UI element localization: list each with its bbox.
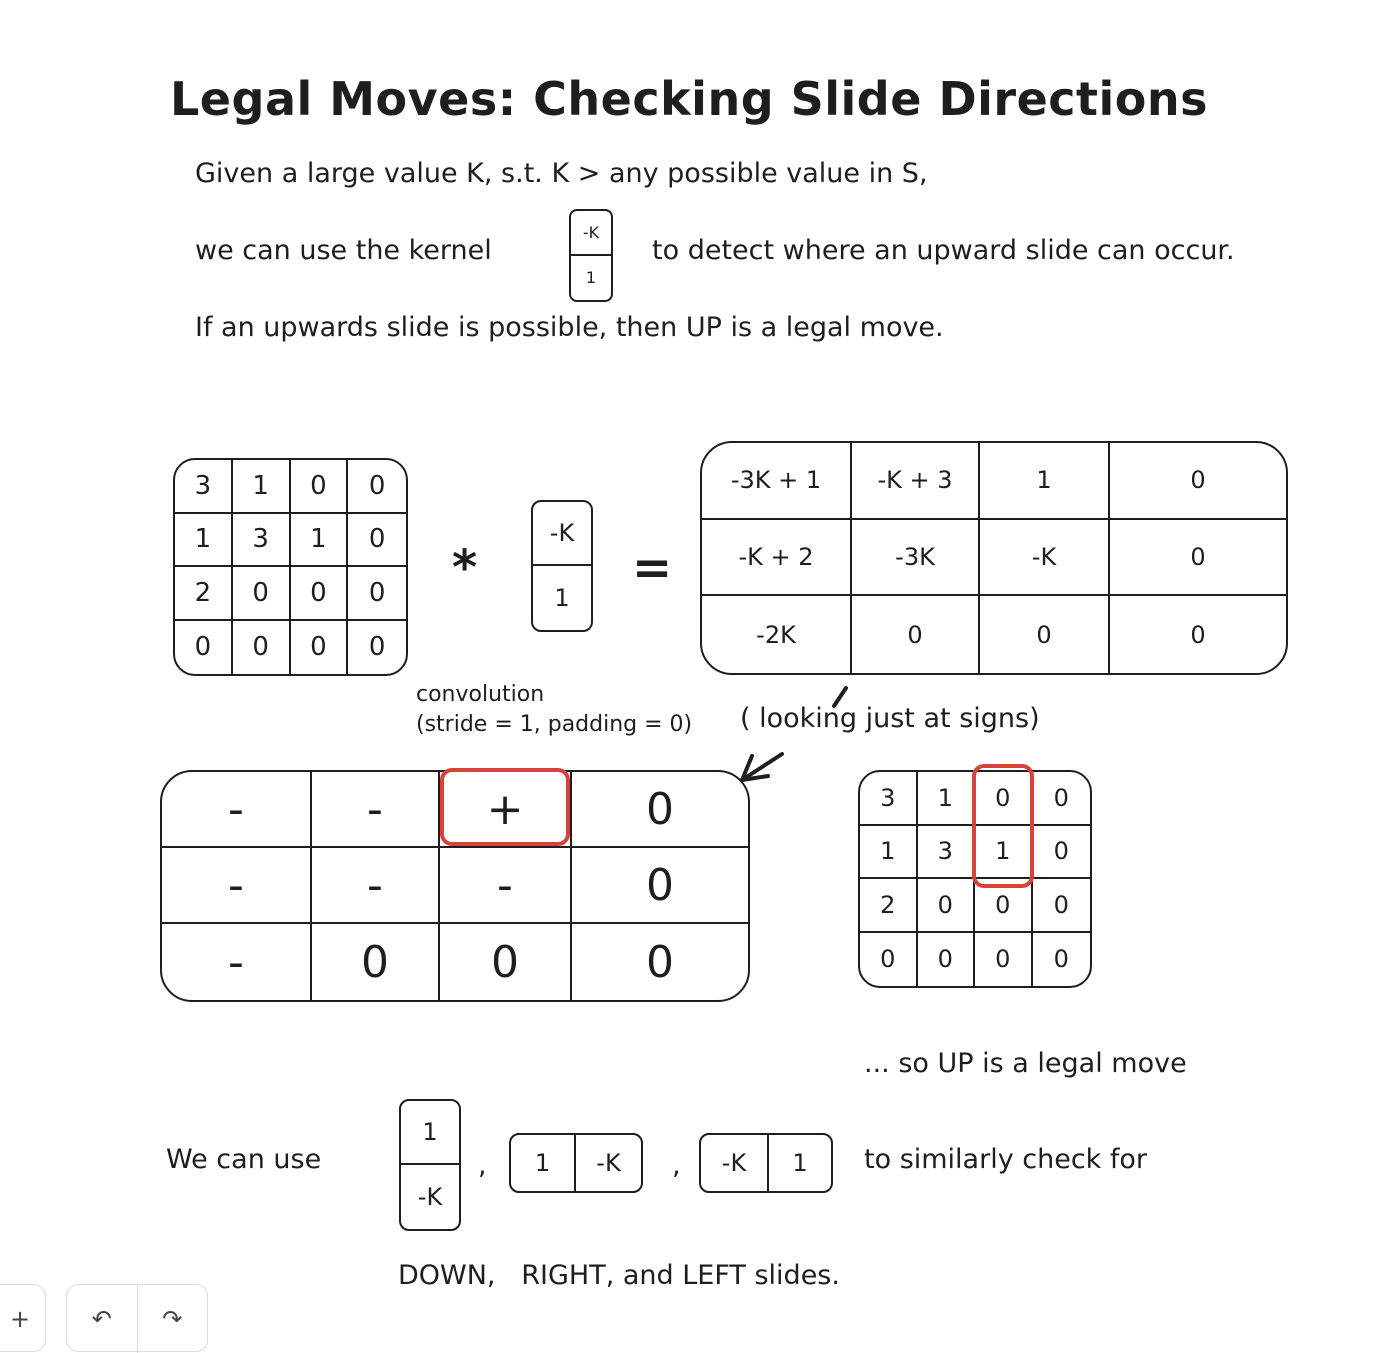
convolution-params: (stride = 1, padding = 0) [416,712,693,737]
state-copy-cell: 1 [975,826,1033,880]
convolution-label: convolution [416,682,545,707]
intro-kernel [569,209,613,302]
intro-line-2-start: we can use the kernel [195,235,492,266]
sign-cell: - [162,924,312,1000]
zoom-in-button[interactable]: + [9,1305,31,1333]
state-copy-cell: 0 [1033,772,1091,826]
kernel-right [509,1133,643,1193]
result-cell: -3K [852,520,980,597]
sign-cell: - [312,772,440,848]
sign-cell: + [440,772,572,848]
footer-directions: DOWN, RIGHT, and LEFT slides. [398,1260,840,1291]
state-copy-cell: 0 [1033,879,1091,933]
kernel-vertical-bottom: 1 [554,584,570,612]
result-cell: 1 [980,443,1110,520]
state-copy-cell: 1 [918,772,976,826]
kernel-left [699,1133,833,1193]
kernel-left-right: 1 [792,1149,808,1177]
state-cell: 0 [291,567,349,621]
intro-kernel-top: -K [571,211,611,256]
intro-kernel-bottom: 1 [585,268,597,288]
state-copy-cell: 0 [1033,826,1091,880]
state-cell: 0 [291,460,349,514]
state-copy-cell: 3 [918,826,976,880]
state-cell: 0 [368,632,386,663]
state-copy-cell: 0 [975,772,1033,826]
state-copy-cell: 0 [860,933,918,987]
state-cell: 0 [291,621,349,675]
result-matrix [700,441,1288,675]
state-matrix [173,458,408,676]
page-title: Legal Moves: Checking Slide Directions [170,72,1209,126]
state-cell: 1 [291,514,349,568]
state-cell: 0 [348,460,406,514]
intro-line-3: If an upwards slide is possible, then UP is a legal move. [195,312,944,343]
sign-cell: - [312,848,440,924]
result-cell: -K + 3 [852,443,980,520]
state-copy-cell: 0 [975,933,1033,987]
intro-line-2-end: to detect where an upward slide can occur. [652,235,1235,266]
slide-highlight [972,764,1034,888]
state-cell: 1 [175,514,233,568]
sign-cell: 0 [646,936,674,988]
sign-cell: - [440,848,572,924]
sign-cell: 0 [572,772,748,848]
redo-button[interactable]: ↷ [162,1305,183,1333]
kernel-left-left: -K [701,1135,769,1191]
kernel-right-left: 1 [511,1135,576,1191]
state-cell: 3 [233,514,291,568]
state-cell: 2 [175,567,233,621]
result-cell: -K + 2 [702,520,852,597]
history-toolbar [66,1284,208,1352]
state-copy-cell: 0 [1053,945,1069,974]
positive-highlight [440,768,570,846]
sign-cell: - [162,772,312,848]
result-cell: -3K + 1 [702,443,852,520]
state-cell: 1 [233,460,291,514]
state-cell: 0 [175,621,233,675]
kernel-vertical [531,500,593,632]
kernel-right-right: -K [596,1149,621,1177]
state-copy-cell: 0 [918,879,976,933]
comma-1: , [478,1150,487,1181]
comma-2: , [672,1150,681,1181]
result-cell: 0 [1110,520,1286,597]
result-cell: -K [980,520,1110,597]
arrow-icon [730,680,860,790]
kernel-vertical-top: -K [533,502,591,566]
kernel-down [399,1099,461,1231]
state-copy-cell: 3 [860,772,918,826]
result-cell: 0 [980,596,1110,673]
result-cell: 0 [852,596,980,673]
sign-cell: 0 [572,848,748,924]
conclusion-text: ... so UP is a legal move [864,1048,1187,1079]
intro-line-1: Given a large value K, s.t. K > any possible value in S, [195,158,928,189]
state-cell: 3 [175,460,233,514]
signs-label: ( looking just at signs) [740,703,1040,734]
state-copy-cell: 0 [975,879,1033,933]
equals-sign: = [632,540,673,596]
convolution-operator: * [452,540,478,596]
state-cell: 0 [233,621,291,675]
undo-button[interactable]: ↶ [67,1285,138,1353]
state-copy-cell: 0 [918,933,976,987]
footer-we-can-use: We can use [166,1144,322,1175]
sign-cell: 0 [440,924,572,1000]
result-cell: -2K [702,596,852,673]
zoom-toolbar [0,1284,46,1352]
state-copy-cell: 2 [860,879,918,933]
kernel-down-bottom: -K [417,1183,443,1211]
state-cell: 0 [233,567,291,621]
state-cell: 0 [348,514,406,568]
state-copy-cell: 1 [860,826,918,880]
sign-cell: - [162,848,312,924]
result-cell: 0 [1190,620,1206,649]
footer-check-for: to similarly check for [864,1144,1148,1175]
kernel-down-top: 1 [401,1101,459,1165]
sign-cell: 0 [312,924,440,1000]
state-cell: 0 [348,567,406,621]
result-cell: 0 [1110,443,1286,520]
